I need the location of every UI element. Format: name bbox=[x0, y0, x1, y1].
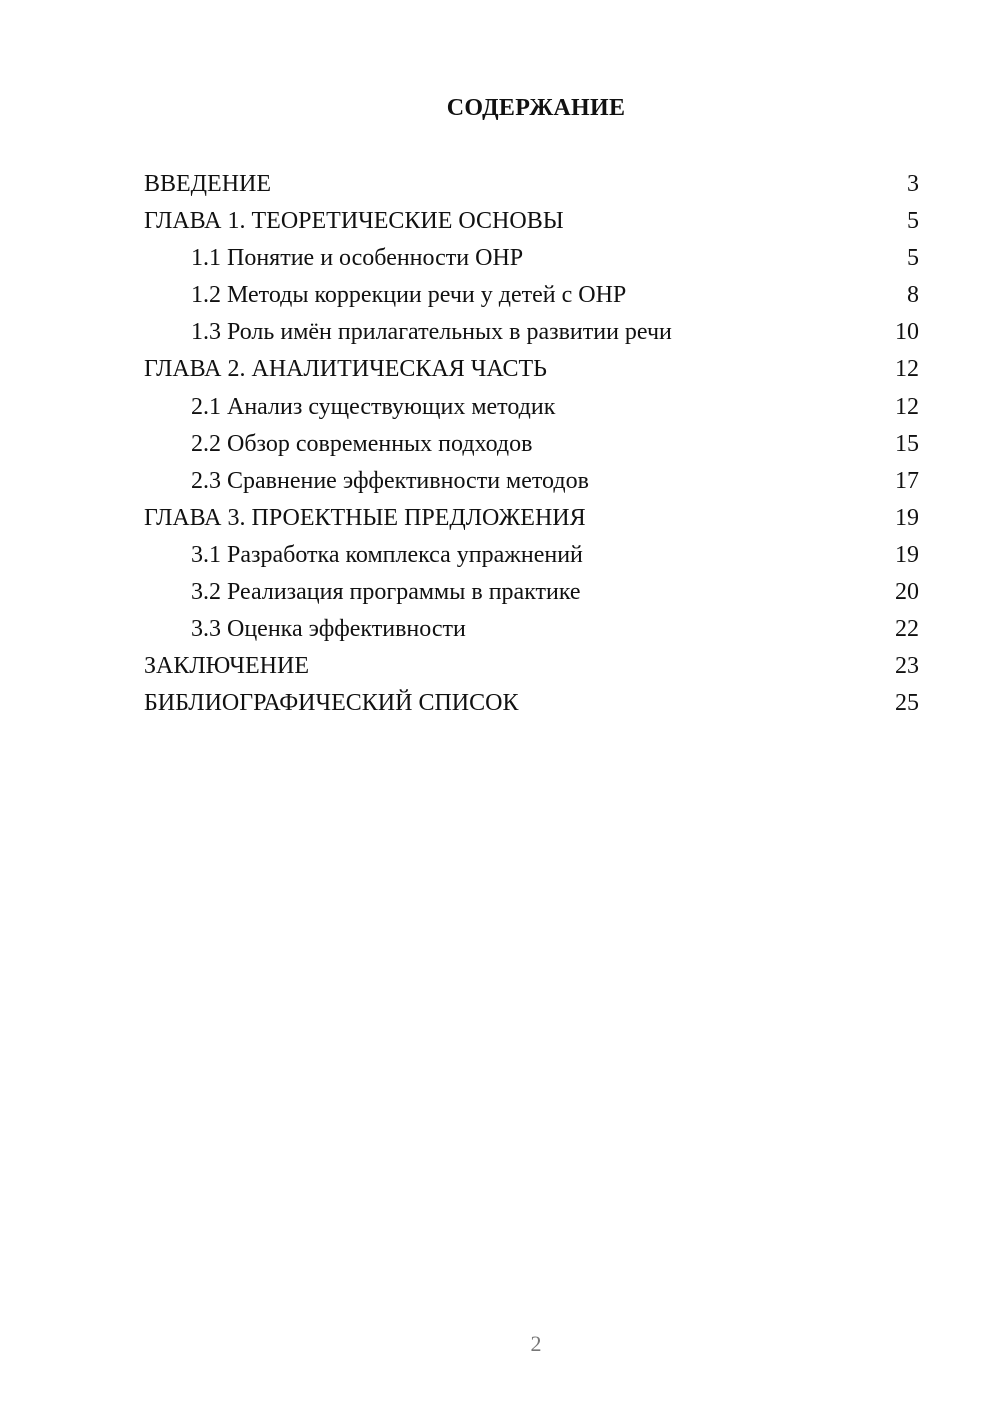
toc-entry-page: 25 bbox=[895, 690, 919, 717]
toc-section-entry[interactable] bbox=[144, 685, 919, 722]
toc-entry-label: 1.3 Роль имён прилагательных в развитии речи bbox=[191, 319, 672, 346]
toc-entry-label: 3.2 Реализация программы в практике bbox=[191, 579, 581, 606]
toc-subsection-entry[interactable] bbox=[144, 537, 919, 574]
toc-entry-page: 23 bbox=[895, 653, 919, 680]
table-of-contents bbox=[144, 166, 919, 722]
page-number: 2 bbox=[530, 1331, 542, 1356]
toc-section-entry[interactable] bbox=[144, 648, 919, 685]
toc-entry-label: ГЛАВА 1. ТЕОРЕТИЧЕСКИЕ ОСНОВЫ bbox=[144, 208, 564, 235]
toc-entry-label: 2.3 Сравнение эффективности методов bbox=[191, 467, 589, 494]
toc-entry-label: 3.1 Разработка комплекса упражнений bbox=[191, 541, 583, 568]
toc-entry-page: 19 bbox=[895, 541, 919, 568]
toc-subsection-entry[interactable] bbox=[144, 611, 919, 648]
toc-subsection-entry[interactable] bbox=[144, 240, 919, 277]
toc-entry-page: 19 bbox=[895, 504, 919, 531]
toc-subsection-entry[interactable] bbox=[144, 463, 919, 500]
toc-entry-label: ГЛАВА 3. ПРОЕКТНЫЕ ПРЕДЛОЖЕНИЯ bbox=[144, 504, 586, 531]
toc-entry-label: 1.1 Понятие и особенности ОНР bbox=[191, 245, 524, 272]
toc-entry-page: 12 bbox=[895, 393, 919, 420]
toc-entry-page: 5 bbox=[907, 245, 919, 272]
toc-entry-label: ВВЕДЕНИЕ bbox=[144, 171, 272, 197]
toc-subsection-entry[interactable] bbox=[144, 277, 919, 314]
toc-section-entry[interactable] bbox=[144, 203, 919, 240]
toc-section-entry[interactable] bbox=[144, 351, 919, 388]
toc-entry-label: 2.1 Анализ существующих методик bbox=[191, 393, 556, 420]
toc-entry-label: БИБЛИОГРАФИЧЕСКИЙ СПИСОК bbox=[144, 690, 519, 717]
toc-subsection-entry[interactable] bbox=[144, 574, 919, 611]
toc-subsection-entry[interactable] bbox=[144, 389, 919, 426]
toc-subsection-entry[interactable] bbox=[144, 426, 919, 463]
toc-entry-page: 22 bbox=[895, 616, 919, 643]
toc-entry-page: 3 bbox=[907, 171, 919, 197]
toc-entry-label: 3.3 Оценка эффективности bbox=[191, 616, 466, 643]
toc-section-entry[interactable] bbox=[144, 500, 919, 537]
toc-entry-label: 1.2 Методы коррекции речи у детей с ОНР bbox=[191, 282, 627, 309]
toc-title: СОДЕРЖАНИЕ bbox=[446, 95, 626, 121]
toc-entry-label: ГЛАВА 2. АНАЛИТИЧЕСКАЯ ЧАСТЬ bbox=[144, 356, 547, 383]
toc-subsection-entry[interactable] bbox=[144, 314, 919, 351]
toc-entry-page: 5 bbox=[907, 208, 919, 235]
toc-entry-page: 15 bbox=[895, 430, 919, 457]
toc-section-entry[interactable] bbox=[144, 166, 919, 203]
toc-entry-page: 17 bbox=[895, 467, 919, 494]
toc-entry-label: 2.2 Обзор современных подходов bbox=[191, 430, 533, 457]
toc-entry-label: ЗАКЛЮЧЕНИЕ bbox=[144, 653, 309, 680]
toc-entry-page: 20 bbox=[895, 579, 919, 606]
toc-entry-page: 8 bbox=[907, 282, 919, 309]
toc-entry-page: 10 bbox=[895, 319, 919, 346]
toc-entry-page: 12 bbox=[895, 356, 919, 383]
